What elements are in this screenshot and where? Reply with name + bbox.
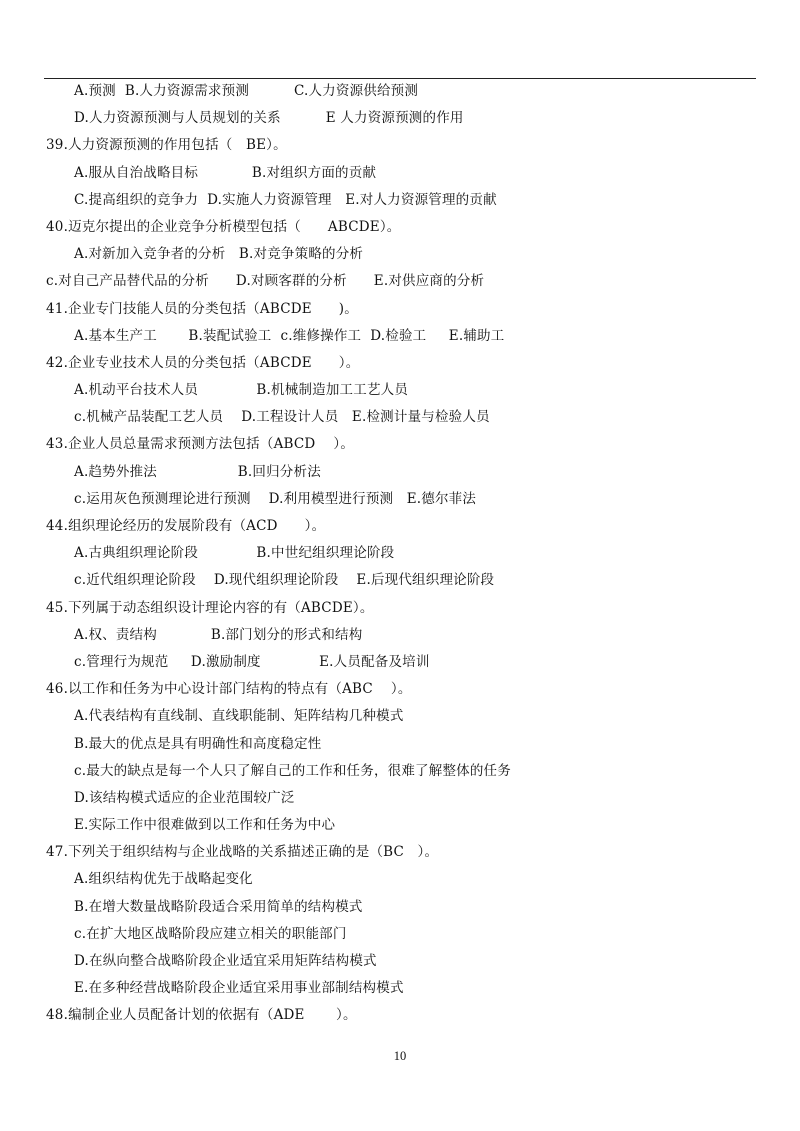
option-line: A.代表结构有直线制、直线职能制、矩阵结构几种模式 <box>74 708 404 725</box>
option-line: D.在纵向整合战略阶段企业适宜采用矩阵结构模式 <box>74 953 377 969</box>
option-line: A.预测 B.人力资源需求预测 C.人力资源供给预测 <box>74 83 419 99</box>
option-line: c.在扩大地区战略阶段应建立相关的职能部门 <box>74 925 347 942</box>
question-line: 43.企业人员总量需求预测方法包括（ABCD ）。 <box>46 436 355 453</box>
option-line: A.组织结构优先于战略起变化 <box>74 871 253 888</box>
question-line: 45.下列属于动态组织设计理论内容的有（ABCDE）。 <box>46 599 374 616</box>
option-line: A.对新加入竞争者的分析 B.对竞争策略的分析 <box>74 246 364 263</box>
document-body <box>46 78 766 1030</box>
option-line: A.基本生产工 B.装配试验工 c.维修操作工 D.检验工 E.辅助工 <box>74 327 505 344</box>
option-line: D.该结构模式适应的企业范围较广泛 <box>74 789 295 806</box>
option-line: c.近代组织理论阶段 D.现代组织理论阶段 E.后现代组织理论阶段 <box>74 572 495 589</box>
option-line: A.权、责结构 B.部门划分的形式和结构 <box>74 626 363 643</box>
option-line: B.在增大数量战略阶段适合采用简单的结构模式 <box>74 898 363 915</box>
question-line: 44.组织理论经历的发展阶段有（ACD ）。 <box>46 518 326 534</box>
question-line: 48.编制企业人员配备计划的依据有（ADE ）。 <box>46 1007 357 1024</box>
option-line: A.机动平台技术人员 B.机械制造加工工艺人员 <box>74 382 409 399</box>
option-line: A.古典组织理论阶段 B.中世纪组织理论阶段 <box>74 545 395 562</box>
option-line: c.最大的缺点是每一个人只了解自己的工作和任务，很难了解整体的任务 <box>74 762 511 779</box>
option-line: A.趋势外推法 B.回归分析法 <box>74 463 321 480</box>
question-line: 41.企业专门技能人员的分类包括（ABCDE )。 <box>46 300 358 317</box>
option-line: D.人力资源预测与人员规划的关系 E 人力资源预测的作用 <box>74 110 464 127</box>
option-line: c.运用灰色预测理论进行预测 D.利用模型进行预测 E.德尔菲法 <box>74 490 477 507</box>
option-line: c.管理行为规范 D.激励制度 E.人员配备及培训 <box>74 653 430 670</box>
question-line: 47.下列关于组织结构与企业战略的关系描述正确的是（BC ）。 <box>46 844 439 861</box>
option-line: C.提高组织的竞争力 D.实施人力资源管理 E.对人力资源管理的贡献 <box>74 191 497 208</box>
option-line: A.服从自治战略目标 B.对组织方面的贡献 <box>74 164 377 181</box>
page-number: 10 <box>393 1049 407 1063</box>
question-line: 46.以工作和任务为中心设计部门结构的特点有（ABC ）。 <box>46 681 412 698</box>
question-line: 39.人力资源预测的作用包括（ BE）。 <box>46 137 287 154</box>
option-line: B.最大的优点是具有明确性和高度稳定性 <box>74 735 322 752</box>
option-line: E.实际工作中很难做到以工作和任务为中心 <box>74 817 336 834</box>
question-line: 40.迈克尔提出的企业竞争分析模型包括（ ABCDE）。 <box>46 218 401 235</box>
option-line: E.在多种经营战略阶段企业适宜采用事业部制结构模式 <box>74 980 404 997</box>
option-line: c.对自己产品替代品的分析 D.对顾客群的分析 E.对供应商的分析 <box>46 273 485 290</box>
question-line: 42.企业专业技术人员的分类包括（ABCDE ）。 <box>46 354 360 371</box>
option-line: c.机械产品装配工艺人员 D.工程设计人员 E.检测计量与检验人员 <box>74 409 490 426</box>
